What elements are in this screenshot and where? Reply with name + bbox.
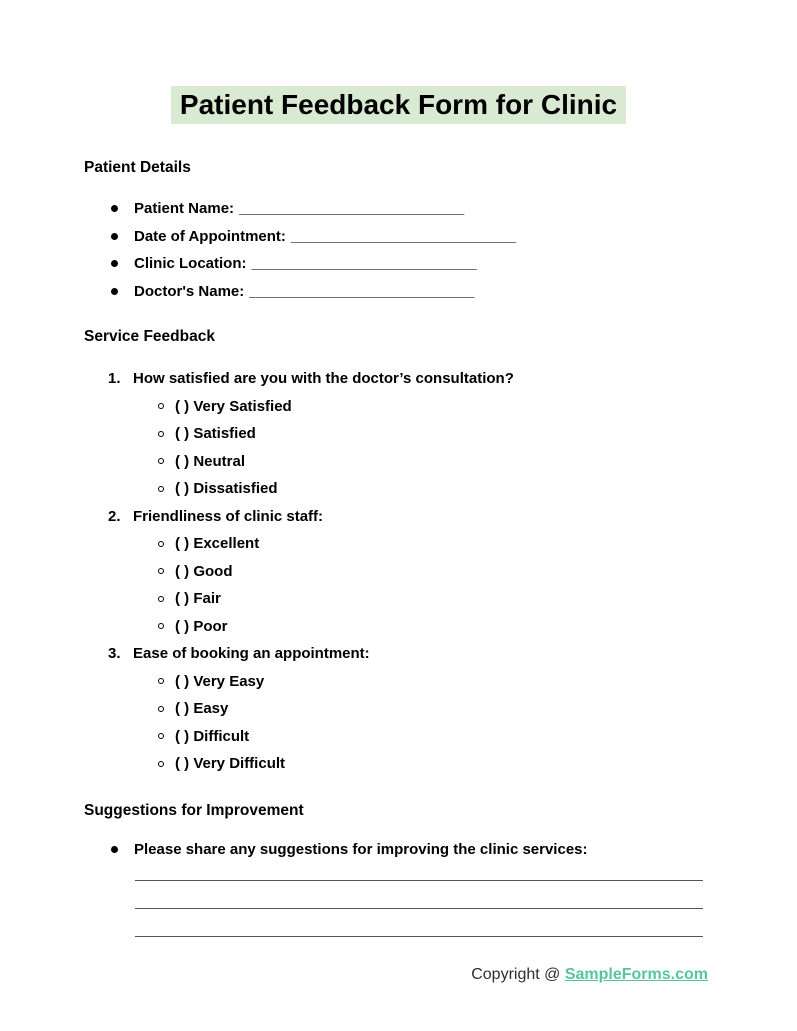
- list-number: 1.: [108, 370, 121, 387]
- option-label: ( ) Very Satisfied: [175, 397, 292, 415]
- blank-line-doctors-name: ___________________________: [249, 282, 475, 300]
- circle-bullet-icon: [158, 596, 164, 602]
- title-area: [0, 0, 797, 124]
- section-heading-service-feedback: Service Feedback: [84, 328, 215, 345]
- list-item: [84, 250, 713, 278]
- writing-line: [135, 909, 703, 937]
- option-label: ( ) Very Difficult: [175, 755, 286, 772]
- option-item: [84, 723, 713, 751]
- question-item-3: [84, 640, 713, 668]
- circle-bullet-icon: [158, 761, 164, 767]
- circle-bullet-icon: [158, 541, 164, 547]
- service-feedback-list: [84, 365, 713, 778]
- option-label: ( ) Satisfied: [175, 425, 256, 442]
- option-label: ( ) Neutral: [175, 452, 246, 470]
- document-body: [84, 158, 713, 937]
- blank-line-date-of-appointment: ___________________________: [290, 227, 517, 245]
- option-item: [84, 393, 713, 421]
- blank-line-clinic-location: ___________________________: [251, 255, 477, 272]
- circle-bullet-icon: [158, 431, 164, 437]
- circle-bullet-icon: [158, 733, 164, 739]
- blank-line-patient-name: ___________________________: [239, 200, 465, 217]
- list-item: [84, 195, 713, 223]
- circle-bullet-icon: [158, 403, 164, 409]
- section-heading-suggestions: Suggestions for Improvement: [84, 801, 304, 819]
- bullet-icon: [111, 288, 118, 295]
- option-item: [84, 750, 713, 778]
- field-label-doctors-name: Doctor's Name:: [134, 282, 245, 300]
- suggestions-prompt: Please share any suggestions for improving the clinic services:: [134, 840, 588, 858]
- option-label: ( ) Good: [175, 562, 233, 580]
- option-label: ( ) Excellent: [175, 535, 260, 552]
- option-item: [84, 585, 713, 613]
- option-item: [84, 668, 713, 696]
- field-label-clinic-location: Clinic Location:: [134, 255, 247, 272]
- circle-bullet-icon: [158, 678, 164, 684]
- option-item: [84, 558, 713, 586]
- option-label: ( ) Very Easy: [175, 672, 265, 690]
- field-label-date-of-appointment: Date of Appointment:: [134, 227, 286, 245]
- option-label: ( ) Poor: [175, 617, 228, 635]
- option-item: [84, 448, 713, 476]
- bullet-icon: [111, 846, 118, 853]
- section-heading-patient-details: Patient Details: [84, 159, 191, 176]
- bullet-icon: [111, 205, 118, 212]
- circle-bullet-icon: [158, 623, 164, 629]
- field-label-patient-name: Patient Name:: [134, 200, 235, 217]
- option-item: [84, 475, 713, 503]
- page-title: Patient Feedback Form for Clinic: [171, 86, 626, 124]
- question-text: Friendliness of clinic staff:: [133, 507, 324, 525]
- list-item: [84, 278, 713, 306]
- circle-bullet-icon: [158, 568, 164, 574]
- option-item: [84, 613, 713, 641]
- question-item-1: [84, 365, 713, 393]
- list-item: [84, 223, 713, 251]
- circle-bullet-icon: [158, 486, 164, 492]
- list-number: 2.: [108, 507, 121, 525]
- option-item: [84, 695, 713, 723]
- circle-bullet-icon: [158, 706, 164, 712]
- sampleforms-link[interactable]: SampleForms.com: [564, 966, 708, 983]
- option-label: ( ) Fair: [175, 590, 221, 607]
- writing-line: [135, 881, 703, 909]
- question-text: Ease of booking an appointment:: [133, 645, 370, 662]
- question-text: How satisfied are you with the doctor’s consultation?: [133, 370, 514, 387]
- option-label: ( ) Easy: [175, 700, 229, 717]
- suggestions-prompt-item: [84, 836, 713, 864]
- list-number: 3.: [108, 645, 121, 662]
- footer: [471, 966, 708, 984]
- option-item: [84, 530, 713, 558]
- patient-details-list: [84, 195, 713, 305]
- option-label: ( ) Difficult: [175, 727, 250, 745]
- bullet-icon: [111, 260, 118, 267]
- copyright-text: Copyright @: [471, 966, 561, 983]
- writing-line: [135, 863, 703, 881]
- option-label: ( ) Dissatisfied: [175, 480, 278, 497]
- writing-lines: [135, 863, 703, 937]
- question-item-2: [84, 503, 713, 531]
- bullet-icon: [111, 233, 118, 240]
- circle-bullet-icon: [158, 458, 164, 464]
- option-item: [84, 420, 713, 448]
